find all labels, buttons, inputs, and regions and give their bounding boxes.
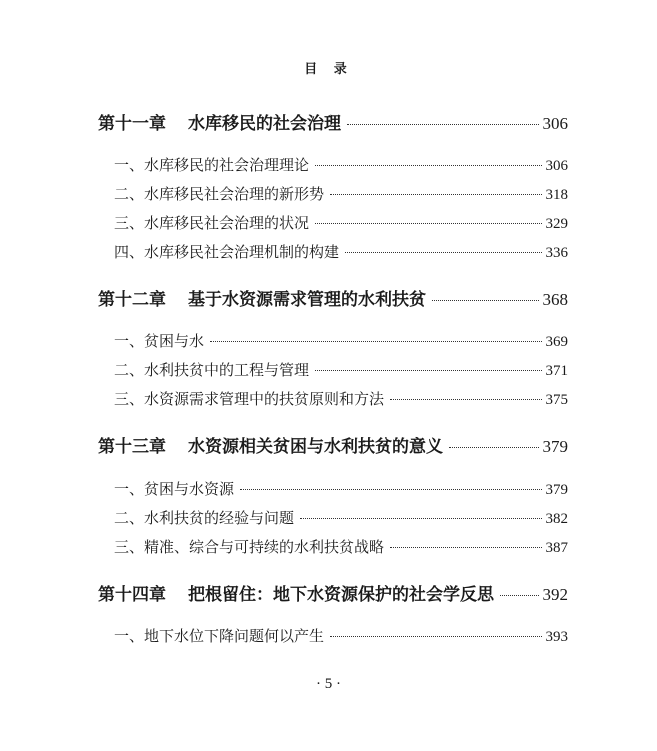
page-number: 318	[545, 187, 568, 203]
chapter-title: 水资源相关贫困与水利扶贫的意义	[188, 437, 443, 457]
dot-leader	[330, 194, 541, 195]
toc-chapter[interactable]	[98, 432, 568, 457]
toc-section[interactable]	[114, 536, 568, 557]
chapter-number: 第十一章	[98, 114, 166, 134]
toc-section[interactable]	[114, 183, 568, 204]
page-number: 387	[545, 540, 568, 556]
dot-leader	[240, 489, 541, 490]
dot-leader	[390, 399, 541, 400]
section-title: 一、贫困与水资源	[114, 480, 235, 498]
page-number: 306	[545, 158, 568, 174]
page-number: 392	[542, 585, 568, 604]
dot-leader	[300, 518, 541, 519]
toc-chapter[interactable]	[98, 109, 568, 134]
dot-leader	[432, 300, 539, 301]
toc-section[interactable]	[114, 359, 568, 380]
dot-leader	[345, 252, 541, 253]
dot-leader	[330, 636, 541, 637]
page-title: 目 录	[304, 62, 353, 77]
section-title: 四、水库移民社会治理机制的构建	[114, 243, 340, 261]
section-title: 二、水库移民社会治理的新形势	[114, 185, 325, 203]
chapter-number: 第十四章	[98, 585, 166, 605]
toc-section[interactable]	[114, 625, 568, 646]
toc-chapter[interactable]	[98, 285, 568, 310]
section-title: 二、水利扶贫中的工程与管理	[114, 361, 310, 379]
dot-leader	[315, 223, 541, 224]
page-number: 371	[545, 363, 568, 379]
section-title: 二、水利扶贫的经验与问题	[114, 509, 295, 527]
page-number: 336	[545, 245, 568, 261]
chapter-title: 把根留住：地下水资源保护的社会学反思	[188, 585, 494, 605]
toc-section[interactable]	[114, 478, 568, 499]
section-title: 一、地下水位下降问题何以产生	[114, 627, 325, 645]
chapter-title: 水库移民的社会治理	[188, 114, 341, 134]
page-number: 393	[545, 629, 568, 645]
dot-leader	[390, 547, 541, 548]
section-title: 三、水资源需求管理中的扶贫原则和方法	[114, 390, 385, 408]
toc-section[interactable]	[114, 241, 568, 262]
section-title: 三、精准、综合与可持续的水利扶贫战略	[114, 538, 385, 556]
page-number: 375	[545, 392, 568, 408]
toc-chapter[interactable]	[98, 580, 568, 605]
toc-section[interactable]	[114, 507, 568, 528]
page-number: 368	[542, 290, 568, 309]
toc-section[interactable]	[114, 212, 568, 233]
dot-leader	[347, 124, 539, 125]
dot-leader	[500, 595, 539, 596]
section-title: 三、水库移民社会治理的状况	[114, 214, 310, 232]
toc-section[interactable]	[114, 388, 568, 409]
page-number: 379	[545, 482, 568, 498]
chapter-number: 第十三章	[98, 437, 166, 457]
dot-leader	[210, 341, 541, 342]
toc-section[interactable]	[114, 154, 568, 175]
dot-leader	[315, 165, 541, 166]
section-title: 一、贫困与水	[114, 332, 205, 350]
page-number: 306	[542, 114, 568, 133]
chapter-title: 基于水资源需求管理的水利扶贫	[188, 290, 426, 310]
chapter-number: 第十二章	[98, 290, 166, 310]
toc-section[interactable]	[114, 330, 568, 351]
dot-leader	[449, 447, 539, 448]
section-title: 一、水库移民的社会治理理论	[114, 156, 310, 174]
dot-leader	[315, 370, 541, 371]
page-number: 329	[545, 216, 568, 232]
page-footer-number: · 5 ·	[316, 676, 341, 692]
page-number: 379	[542, 437, 568, 456]
page-number: 369	[545, 334, 568, 350]
page-number: 382	[545, 511, 568, 527]
